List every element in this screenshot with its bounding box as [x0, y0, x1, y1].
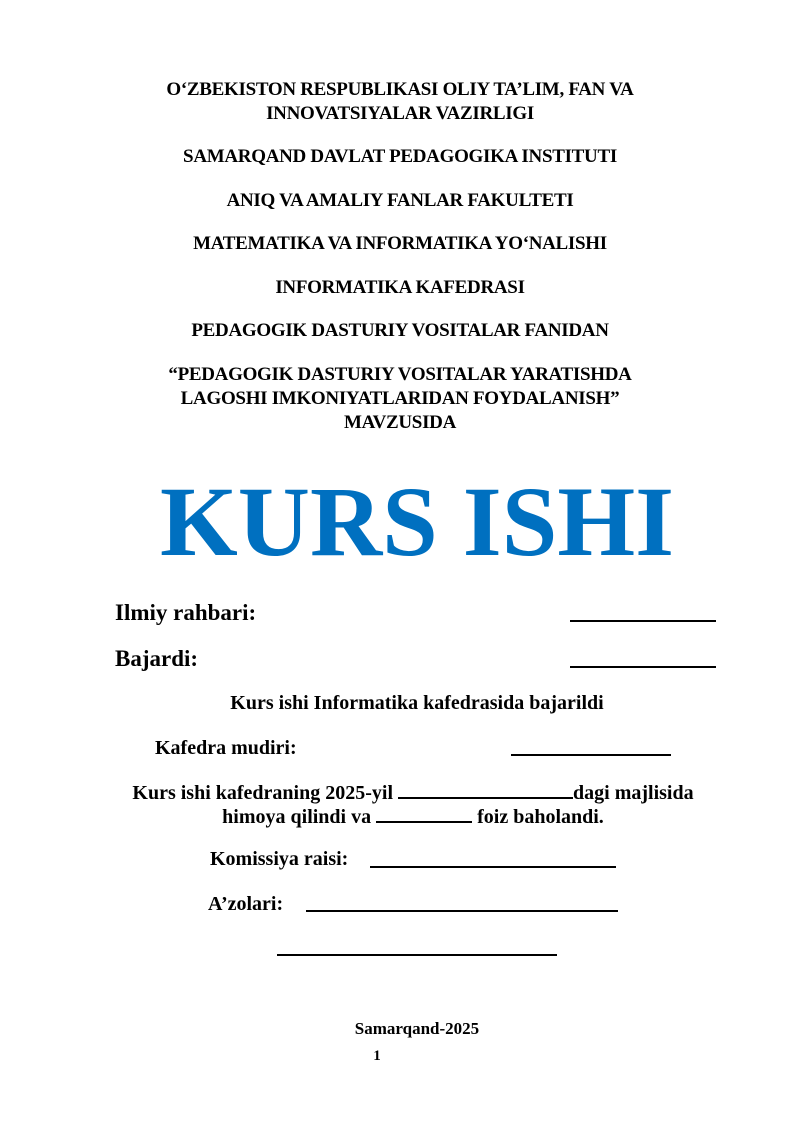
city-year: Samarqand-2025 — [354, 1019, 480, 1038]
commission-chair-line — [370, 866, 616, 868]
performer-signature-line — [570, 666, 716, 668]
department-name: INFORMATIKA KAFEDRASI — [275, 277, 525, 298]
grade-percent-blank — [376, 803, 472, 823]
defense-date-blank — [398, 779, 573, 799]
defense-line-2-start: himoya qilindi va — [222, 806, 377, 828]
topic-line-3: MAVZUSIDA — [343, 412, 457, 433]
head-signature-line — [511, 754, 671, 756]
supervisor-signature-line — [570, 620, 716, 622]
members-line-1 — [306, 910, 618, 912]
faculty-name: ANIQ VA AMALIY FANLAR FAKULTETI — [226, 190, 574, 211]
commission-chair-label: Komissiya raisi: — [210, 848, 349, 870]
head-of-department-label: Kafedra mudiri: — [155, 737, 297, 759]
supervisor-label: Ilmiy rahbari: — [115, 600, 257, 625]
topic-line-1: “PEDAGOGIK DASTURIY VOSITALAR YARATISHDA — [168, 364, 632, 385]
defense-line-2 — [0, 803, 800, 829]
defense-line-2-end: foiz baholandi. — [472, 806, 604, 828]
document-title: KURS ISHI — [159, 466, 675, 577]
ministry-line-2: INNOVATSIYALAR VAZIRLIGI — [266, 103, 534, 124]
subject-name: PEDAGOGIK DASTURIY VOSITALAR FANIDAN — [191, 320, 609, 341]
defense-line-1 — [0, 779, 800, 805]
page-number: 1 — [373, 1048, 381, 1064]
members-line-2 — [277, 954, 557, 956]
members-label: A’zolari: — [208, 893, 284, 915]
institute-name: SAMARQAND DAVLAT PEDAGOGIKA INSTITUTI — [183, 146, 617, 167]
defense-line-1-start: Kurs ishi kafedraning 2025-yil — [132, 782, 399, 804]
ministry-line-1: O‘ZBEKISTON RESPUBLIKASI OLIY TA’LIM, FAN VA — [166, 79, 634, 100]
performer-label: Bajardi: — [115, 646, 199, 671]
topic-line-2: LAGOSHI IMKONIYATLARIDAN FOYDALANISH” — [180, 388, 620, 409]
defense-line-1-end: dagi majlisida — [573, 782, 694, 804]
completed-statement: Kurs ishi Informatika kafedrasida bajarildi — [230, 692, 604, 714]
direction-name: MATEMATIKA VA INFORMATIKA YO‘NALISHI — [193, 233, 607, 254]
